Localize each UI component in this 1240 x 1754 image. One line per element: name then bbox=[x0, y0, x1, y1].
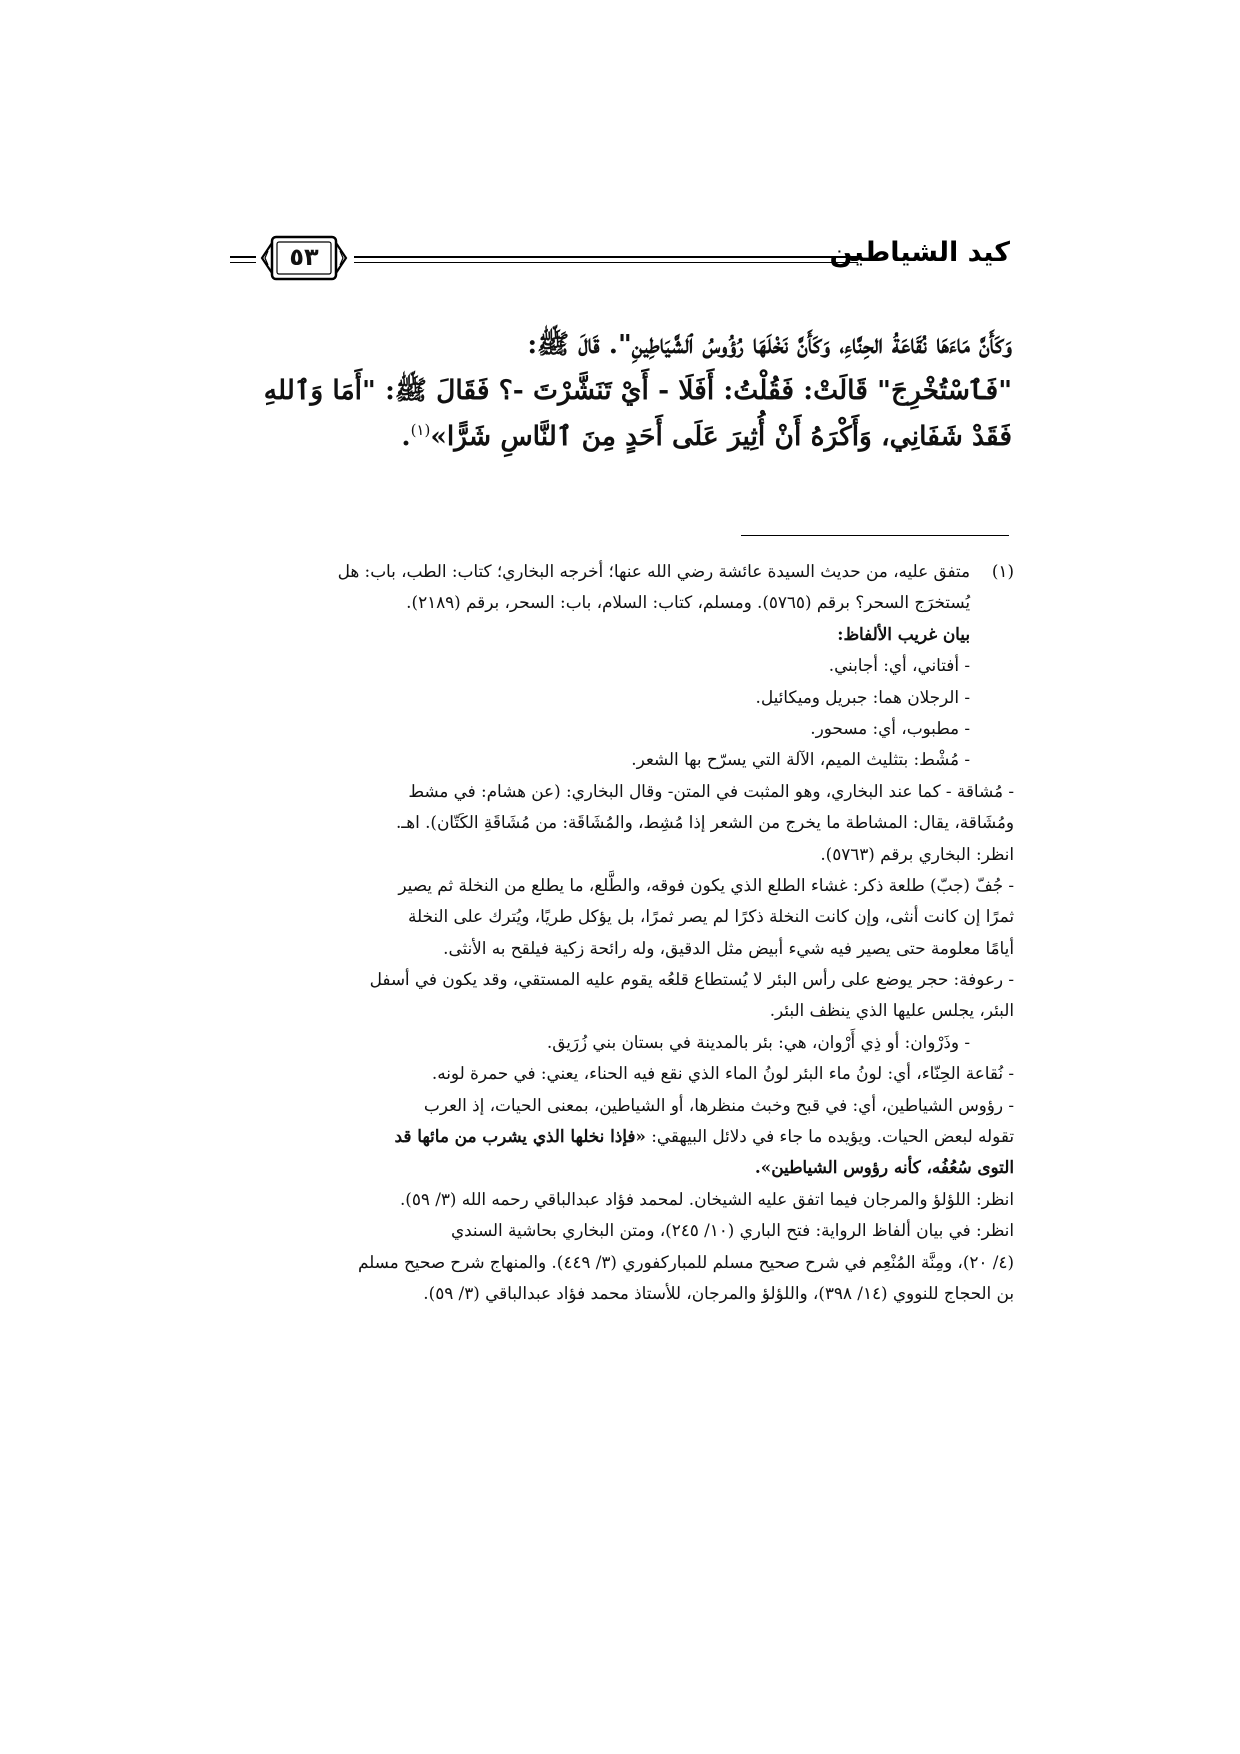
header-rule-right bbox=[354, 256, 858, 258]
footnote-line: أيامًا معلومة حتى يصير فيه شيء أبيض مثل الدقيق، وله رائحة زكية فيلقح به الأنثى. bbox=[443, 937, 1014, 958]
footnote-line: - مطبوب، أي: مسحور. bbox=[810, 717, 970, 738]
header-rule-right-thin bbox=[354, 262, 858, 263]
footnote-line: ومُشَاقة، يقال: المشاطة ما يخرج من الشعر إذا مُشِط، والمُشَاقَة: من مُشَاقَةِ الكَتّان). اهـ. bbox=[395, 812, 1014, 833]
footnote-line: انظر: البخاري برقم (٥٧٦٣). bbox=[820, 843, 1014, 864]
footnote-line: - مُشْط: بتثليث الميم، الآلة التي يسرّح بها الشعر. bbox=[631, 749, 970, 770]
header-rule-left-thin bbox=[230, 262, 256, 263]
running-title: كيد الشياطين bbox=[829, 237, 1010, 268]
main-line-1: وَكَأَنَّ مَاءَهَا نُقَاعَةُ الحِنَّاءِ، وَكَأَنَّ نَخْلَهَا رُؤُوسُ ٱلشَّيَاطِينِ". قَالَ ﷺ: bbox=[527, 329, 1012, 360]
page-header bbox=[230, 233, 1010, 283]
footnote-line: (٤/ ٢٠)، ومِنَّة المُنْعِم في شرح صحيح مسلم للمباركفوري (٣/ ٤٤٩). والمنهاج شرح صحيح مسلم bbox=[357, 1251, 1014, 1272]
page-number: ٥٣ bbox=[289, 243, 319, 271]
header-rule-left bbox=[230, 256, 256, 258]
quoted-hadith-end: التوى سُعُفُه، كأنه رؤوس الشياطين». bbox=[754, 1157, 1014, 1178]
footnote-line: بن الحجاج للنووي (١٤/ ٣٩٨)، واللؤلؤ والمرجان، للأستاذ محمد فؤاد عبدالباقي (٣/ ٥٩). bbox=[423, 1282, 1014, 1303]
footnotes-block bbox=[228, 556, 1014, 1309]
footnote-subheading: بيان غريب الألفاظ: bbox=[837, 623, 970, 644]
footnote-line: - نُقاعة الحِنّاء، أي: لونُ ماء البئر لونُ الماء الذي نقع فيه الحناء، يعني: في حمرة لونه. bbox=[431, 1063, 1014, 1084]
main-line-3-text: فَقَدْ شَفَانِي، وَأَكْرَهُ أَنْ أُثِيرَ عَلَى أَحَدٍ مِنَ ٱلنَّاسِ شَرًّا» bbox=[430, 421, 1012, 452]
footnote-separator bbox=[741, 535, 1009, 536]
footnote-number: (١) bbox=[991, 561, 1014, 581]
main-line-2: "فَٱسْتُخْرِجَ" قَالَتْ: فَقُلْتُ: أَفَلَا - أَيْ تَنَشَّرْتَ -؟ فَقَالَ ﷺ: "أَمَا وَٱللهِ bbox=[263, 375, 1012, 406]
footnote-line: - رؤوس الشياطين، أي: في قبح وخبث منظرها، أو الشياطين، بمعنى الحيات، إذ العرب bbox=[423, 1094, 1014, 1115]
footnote-line: (١)متفق عليه، من حديث السيدة عائشة رضي الله عنها؛ أخرجه البخاري؛ كتاب: الطب، باب: هل bbox=[228, 556, 1014, 587]
footnote-reference[interactable]: (١) bbox=[410, 421, 431, 440]
footnote-line: - مُشاقة - كما عند البخاري، وهو المثبت في المتن- وقال البخاري: (عن هشام: في مشط bbox=[408, 780, 1014, 801]
footnote-line: انظر: في بيان ألفاظ الرواية: فتح الباري (١٠/ ٢٤٥)، ومتن البخاري بحاشية السندي bbox=[450, 1220, 1014, 1241]
footnote-line: انظر: اللؤلؤ والمرجان فيما اتفق عليه الشيخان. لمحمد فؤاد عبدالباقي رحمه الله (٣/ ٥٩). bbox=[399, 1188, 1014, 1209]
footnote-line: - جُفّ (جبّ) طلعة ذكر: غشاء الطلع الذي يكون فوقه، والطَّلع، ما يطلع من النخلة ثم يصير bbox=[398, 874, 1014, 895]
footnote-line: - الرجلان هما: جبريل وميكائيل. bbox=[755, 686, 970, 707]
footnote-line: - وذَرْوان: أو ذِي أَرْوان، هي: بئر بالمدينة في بستان بني زُرَيق. bbox=[546, 1031, 970, 1052]
main-hadith-text bbox=[228, 322, 1012, 460]
main-line-3 bbox=[228, 414, 1012, 460]
footnote-line: تقوله لبعض الحيات. ويؤيده ما جاء في دلائل البيهقي: «فإذا نخلها الذي يشرب من مائها قد bbox=[394, 1126, 1014, 1147]
quoted-hadith: «فإذا نخلها الذي يشرب من مائها قد bbox=[394, 1126, 646, 1147]
footnote-line: - أفتاني، أي: أجابني. bbox=[828, 655, 970, 676]
footnote-line: البئر، يجلس عليها الذي ينظف البئر. bbox=[769, 1000, 1014, 1021]
page-number-badge bbox=[258, 233, 350, 283]
footnote-line: - رعوفة: حجر يوضع على رأس البئر لا يُستطاع قلعُه يقوم عليه المستقي، وقد يكون في أسفل bbox=[369, 969, 1014, 990]
main-line-3-end: . bbox=[401, 421, 411, 452]
footnote-line: ثمرًا إن كانت أنثى، وإن كانت النخلة ذكرًا لم يصر ثمرًا، بل يؤكل طريًا، ويُترك على النخلة bbox=[407, 906, 1014, 927]
footnote-line: يُستخرَج السحر؟ برقم (٥٧٦٥). ومسلم، كتاب: السلام، باب: السحر، برقم (٢١٨٩). bbox=[406, 592, 970, 613]
